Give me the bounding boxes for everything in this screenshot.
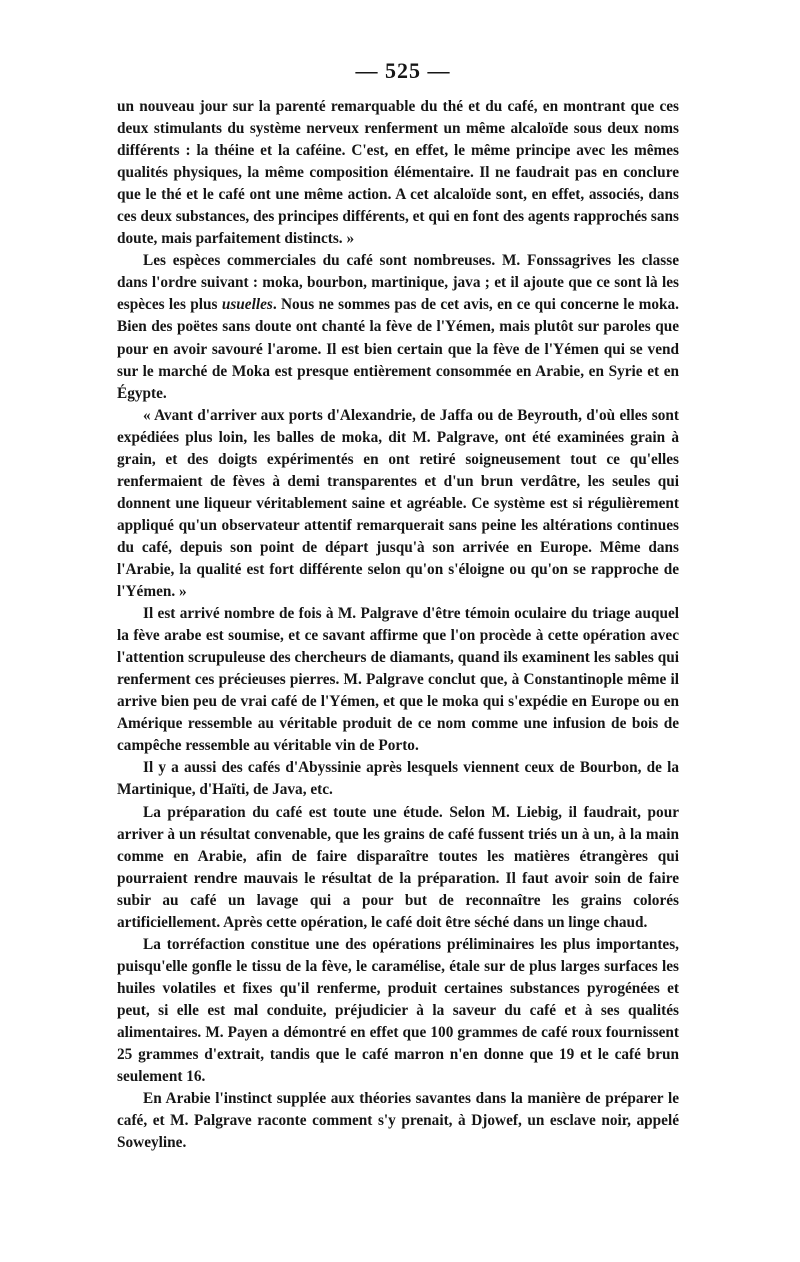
- paragraph-text-segment: Les espèces commerciales du café sont nombreuses. M. Fonssagrives les classe dans l'ordre suivant : moka, bourbon, martinique, java ; et il ajoute que ce sont là les espèces les plus: [117, 252, 679, 314]
- emphasized-word: usuelles: [221, 296, 273, 314]
- paragraph-arabia-instinct: En Arabie l'instinct supplée aux théories savantes dans la manière de préparer le café, et M. Palgrave raconte comment s'y prenait, à Djowef, un esclave noir, appelé Soweyline.: [117, 1090, 679, 1152]
- paragraph-text-segment: . Nous ne sommes pas de cet avis, en ce qui concerne le moka. Bien des poëtes sans doute ont chanté la fève de l'Yémen, mais plutôt sur paroles que pour en avoir savouré l'arome. Il est bien certain que la fève de l'Yémen qui se vend sur le marché de Moka est presque entièrement consommée en Arabie, en Syrie et en Égypte.: [117, 296, 679, 402]
- paragraph-triage: Il est arrivé nombre de fois à M. Palgrave d'être témoin oculaire du triage auquel la fève arabe est soumise, et ce savant affirme que l'on procède à cette opération avec l'attention scrupuleuse des chercheurs de diamants, quand ils examinent les sables qui renferment ces précieuses pierres. M. Palgrave conclut que, à Constantinople même il arrive bien peu de vrai café de l'Yémen, et que le moka qui s'expédie en Europe ou en Amérique ressemble au véritable produit de ce nom comme une infusion de bois de campêche ressemble au véritable vin de Porto.: [117, 605, 679, 755]
- paragraph-commercial-species: [117, 250, 679, 404]
- paragraph-palgrave-quote: « Avant d'arriver aux ports d'Alexandrie, de Jaffa ou de Beyrouth, d'où elles sont expédiées plus loin, les balles de moka, dit M. Palgrave, ont été examinées grain à grain, et des doigts expérimentés en ont retiré soigneusement tout ce qu'elles renfermaient de fèves à demi transparentes et d'un brun verdâtre, les seules qui donnent une liqueur véritablement saine et agréable. Ce système est si régulièrement appliqué qu'un observateur attentif remarquerait sans peine les altérations continues du café, depuis son point de départ jusqu'à son arrivée en Europe. Même dans l'Arabie, la qualité est fort différente selon qu'on s'éloigne ou qu'on se rapproche de l'Yémen. »: [117, 406, 679, 601]
- paragraph-thein-caffeine: un nouveau jour sur la parenté remarquable du thé et du café, en montrant que ces deux stimulants du système nerveux renferment un même alcaloïde sous deux noms différents : la théine et la caféine. C'est, en effet, le même principe avec les mêmes qualités physiques, la même composition élémentaire. Il ne faudrait pas en conclure que le thé et le café ont une même action. A cet alcaloïde sont, en effet, associés, dans ces deux substances, des principes différents, et qui en font des agents rapprochés sans doute, mais parfaitement distincts. »: [117, 98, 679, 248]
- paragraph-preparation: La préparation du café est toute une étude. Selon M. Liebig, il faudrait, pour arriver à un résultat convenable, que les grains de café fussent triés un à un, à la main comme en Arabie, afin de faire disparaître toutes les matières étrangères qui pourraient rendre mauvais le résultat de la préparation. Il faut avoir soin de faire subir au café un lavage qui a pour but de reconnaître les grains colorés artificiellement. Après cette opération, le café doit être séché dans un linge chaud.: [117, 803, 679, 931]
- paragraph-torrefaction: La torréfaction constitue une des opérations préliminaires les plus importantes, puisqu'elle gonfle le tissu de la fève, le caramélise, étale sur de plus larges surfaces les huiles volatiles et fixes qu'il renferme, produit certaines substances pyrogénées et peut, si elle est mal conduite, préjudicier à la saveur du café et à ses qualités alimentaires. M. Payen a démontré en effet que 100 grammes de café roux fournissent 25 grammes d'extrait, tandis que le café marron n'en donne que 19 et le café brun seulement 16.: [117, 935, 679, 1086]
- book-page: [117, 58, 679, 1154]
- page-number: — 525 —: [355, 58, 451, 83]
- paragraph-abyssinia: Il y a aussi des cafés d'Abyssinie après lesquels viennent ceux de Bourbon, de la Martinique, d'Haïti, de Java, etc.: [117, 759, 679, 799]
